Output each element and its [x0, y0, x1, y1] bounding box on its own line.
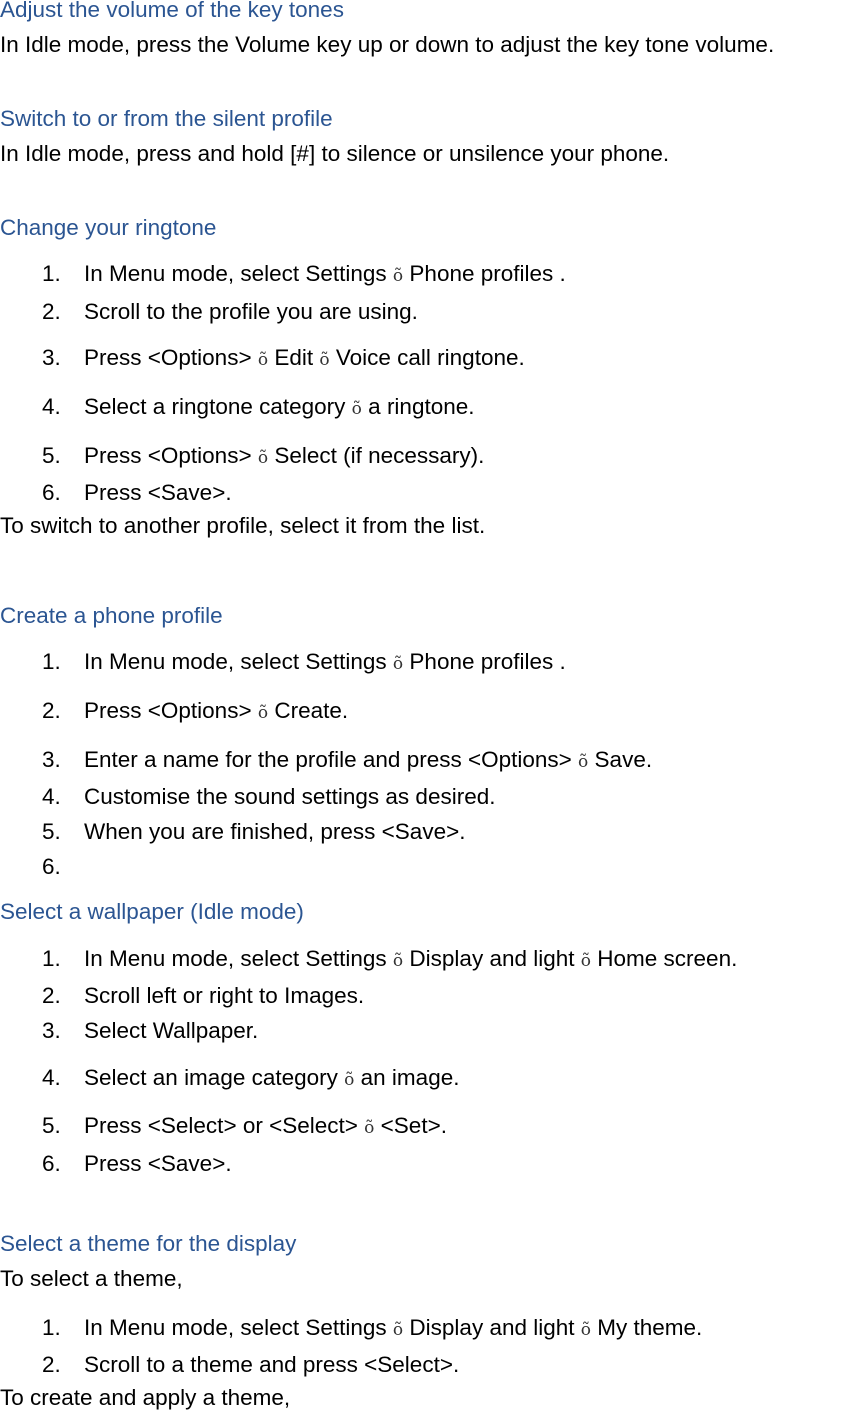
list-item — [0, 853, 859, 881]
list-item-text — [84, 1150, 232, 1178]
step-text: My theme. — [591, 1315, 703, 1340]
arrow-icon: õ — [580, 1320, 592, 1340]
arrow-icon: õ — [351, 399, 362, 419]
list-item-text — [84, 298, 418, 326]
list-item-text — [84, 818, 465, 846]
list-item-text — [84, 479, 232, 507]
list-number: 3. — [42, 1018, 61, 1043]
list-item — [0, 260, 859, 288]
list-number: 6. — [42, 854, 61, 879]
step-text: Press <Options> — [84, 443, 258, 468]
arrow-icon: õ — [257, 448, 269, 468]
list-item — [0, 442, 859, 470]
list-item-text — [84, 746, 652, 776]
list-item — [0, 479, 859, 507]
list-number: 3. — [42, 345, 61, 370]
list-number: 6. — [42, 480, 61, 505]
arrow-icon: õ — [257, 350, 269, 370]
list-item-text — [84, 982, 364, 1010]
step-text: Customise the sound settings as desired. — [84, 784, 496, 809]
step-text: Scroll left or right to Images. — [84, 983, 365, 1008]
step-text: an image. — [354, 1065, 460, 1090]
step-text: Press <Save>. — [84, 480, 232, 505]
list-item — [0, 1112, 859, 1140]
list-item-text — [84, 393, 475, 423]
list-number: 2. — [42, 1352, 61, 1377]
section-heading — [0, 1230, 859, 1258]
list-item-text — [84, 260, 566, 290]
arrow-icon: õ — [578, 752, 589, 772]
list-item — [0, 783, 859, 811]
step-text: In Menu mode, select Settings — [84, 946, 393, 971]
paragraph-text: In Idle mode, press and hold [#] to silence or unsilence your phone. — [0, 141, 670, 166]
arrow-icon: õ — [257, 703, 269, 723]
heading-text: Select a wallpaper (Idle mode) — [0, 899, 304, 924]
heading-text: Select a theme for the display — [0, 1231, 297, 1256]
step-text: Select an image category — [84, 1065, 345, 1090]
step-text: Select Wallpaper. — [84, 1018, 259, 1043]
step-text: When you are finished, press <Save>. — [84, 819, 466, 844]
step-text: In Menu mode, select Settings — [84, 649, 393, 674]
list-item-text — [84, 1112, 447, 1142]
heading-text: Create a phone profile — [0, 603, 223, 628]
body-paragraph — [0, 1384, 859, 1411]
list-item — [0, 393, 859, 421]
step-text: Display and light — [403, 1315, 581, 1340]
step-text: Save. — [588, 747, 653, 772]
step-text: In Menu mode, select Settings — [84, 1315, 393, 1340]
list-item-text — [84, 1314, 702, 1344]
list-item-text — [84, 697, 348, 727]
heading-text: Change your ringtone — [0, 215, 217, 240]
section-heading — [0, 0, 859, 24]
list-number: 1. — [42, 946, 61, 971]
step-text: Edit — [268, 345, 320, 370]
list-item — [0, 648, 859, 676]
step-text: Select (if necessary). — [268, 443, 485, 468]
list-item-text — [84, 442, 484, 472]
list-item-text — [84, 1064, 459, 1094]
step-text: Phone profiles . — [403, 649, 566, 674]
paragraph-text: To select a theme, — [0, 1266, 183, 1291]
list-number: 1. — [42, 1315, 61, 1340]
list-item-text — [84, 783, 495, 811]
step-text: In Menu mode, select Settings — [84, 261, 393, 286]
section-heading — [0, 105, 859, 133]
list-item — [0, 818, 859, 846]
arrow-icon: õ — [392, 1320, 404, 1340]
step-text: <Set>. — [374, 1113, 447, 1138]
list-item — [0, 344, 859, 372]
step-text: a ringtone. — [361, 394, 475, 419]
list-item — [0, 1351, 859, 1379]
list-item — [0, 697, 859, 725]
list-number: 4. — [42, 1065, 61, 1090]
list-number: 4. — [42, 784, 61, 809]
body-paragraph — [0, 140, 859, 168]
step-text: Select a ringtone category — [84, 394, 352, 419]
list-item — [0, 1017, 859, 1045]
arrow-icon: õ — [392, 266, 404, 286]
list-item — [0, 1314, 859, 1342]
list-number: 2. — [42, 983, 61, 1008]
step-text: Phone profiles . — [403, 261, 566, 286]
paragraph-text: To create and apply a theme, — [0, 1385, 291, 1410]
step-text: Press <Save>. — [84, 1151, 232, 1176]
paragraph-text: In Idle mode, press the Volume key up or down to adjust the key tone volume. — [0, 32, 775, 57]
step-text: Display and light — [403, 946, 581, 971]
list-number: 2. — [42, 299, 61, 324]
section-heading — [0, 898, 859, 926]
arrow-icon: õ — [344, 1070, 355, 1090]
step-text: Scroll to the profile you are using. — [84, 299, 418, 324]
section-heading — [0, 602, 859, 630]
heading-text: Switch to or from the silent profile — [0, 106, 333, 131]
arrow-icon: õ — [580, 951, 592, 971]
body-paragraph — [0, 31, 859, 59]
list-item — [0, 1150, 859, 1178]
list-number: 2. — [42, 698, 61, 723]
step-text: Press <Select> or <Select> — [84, 1113, 365, 1138]
step-text: Home screen. — [591, 946, 738, 971]
list-number: 5. — [42, 443, 61, 468]
list-item-text — [84, 344, 525, 374]
step-text: Scroll to a theme and press <Select>. — [84, 1352, 460, 1377]
list-item — [0, 1064, 859, 1092]
list-number: 1. — [42, 649, 61, 674]
step-text: Press <Options> — [84, 698, 258, 723]
list-item-text — [84, 648, 566, 678]
list-number: 6. — [42, 1151, 61, 1176]
arrow-icon: õ — [392, 951, 404, 971]
list-number: 5. — [42, 1113, 61, 1138]
section-heading — [0, 214, 859, 242]
step-text: Enter a name for the profile and press <Options> — [84, 747, 579, 772]
list-item — [0, 945, 859, 973]
body-paragraph — [0, 512, 859, 540]
step-text: Voice call ringtone. — [329, 345, 525, 370]
list-number: 4. — [42, 394, 61, 419]
arrow-icon: õ — [319, 350, 330, 370]
list-number: 5. — [42, 819, 61, 844]
list-number: 1. — [42, 261, 61, 286]
list-item — [0, 746, 859, 774]
list-number: 3. — [42, 747, 61, 772]
heading-text: Adjust the volume of the key tones — [0, 0, 344, 22]
list-item-text — [84, 945, 737, 975]
list-item-text — [84, 1351, 459, 1379]
arrow-icon: õ — [364, 1118, 375, 1138]
list-item — [0, 982, 859, 1010]
step-text: Create. — [268, 698, 349, 723]
body-paragraph — [0, 1265, 859, 1293]
step-text: Press <Options> — [84, 345, 258, 370]
arrow-icon: õ — [392, 654, 404, 674]
list-item — [0, 298, 859, 326]
paragraph-text: To switch to another profile, select it from the list. — [0, 513, 486, 538]
list-item-text — [84, 1017, 258, 1045]
